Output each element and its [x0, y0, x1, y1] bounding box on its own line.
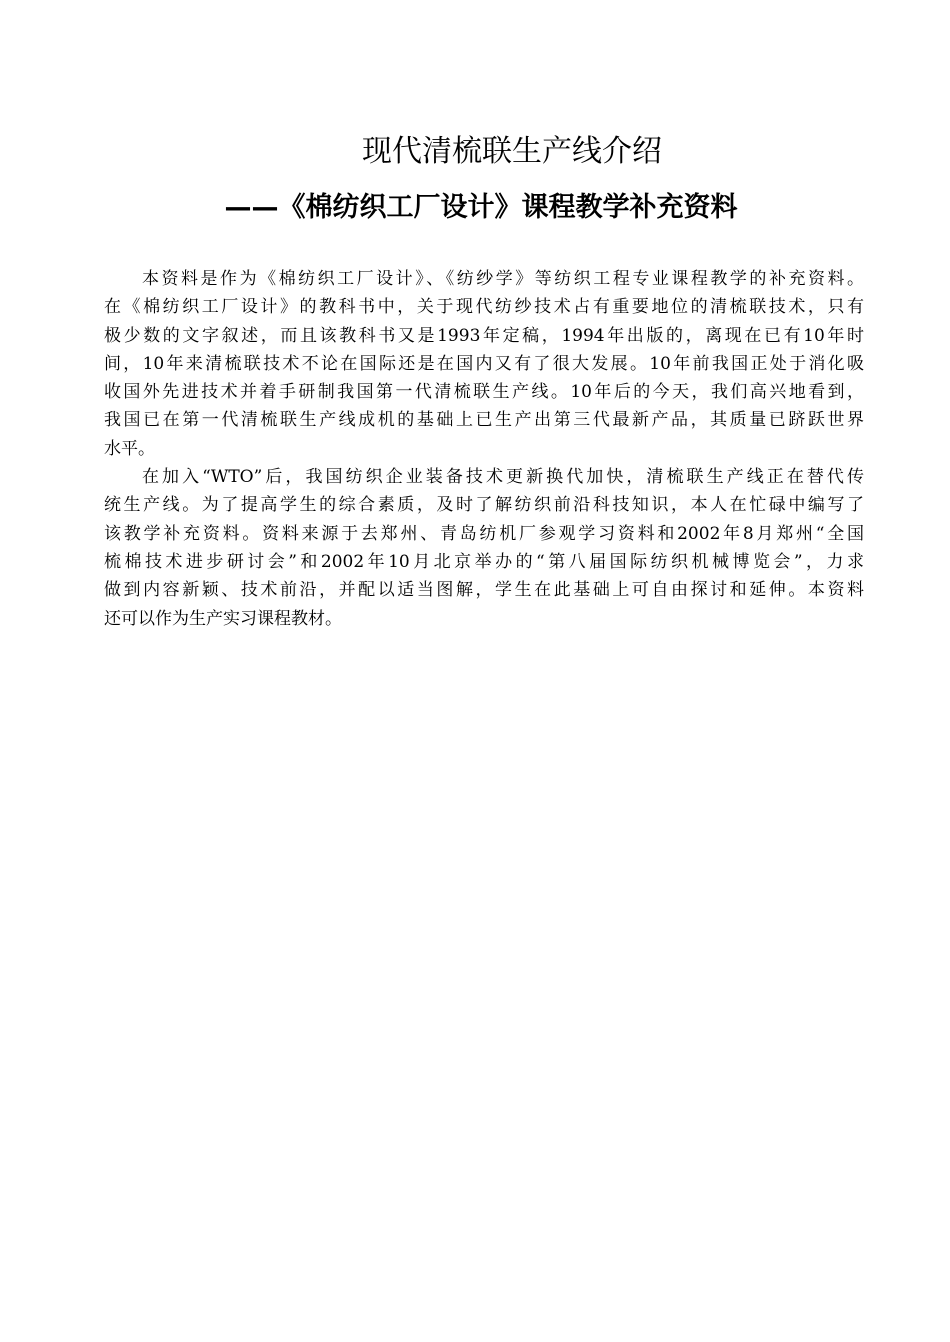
- paragraph-line: 还可以作为生产实习课程教材。: [104, 608, 342, 629]
- paragraph-line: 梳棉技术进步研讨会”和2002年10月北京举办的“第八届国际纺织机械博览会”，力求: [104, 551, 864, 572]
- paragraph-line: 在加入“WTO”后，我国纺织企业装备技术更新换代加快，清梳联生产线正在替代传: [142, 467, 864, 488]
- paragraph: [104, 265, 864, 463]
- document-subtitle: ——《棉纺织工厂设计》课程教学补充资料: [224, 192, 738, 223]
- paragraph-line: 做到内容新颖、技术前沿，并配以适当图解，学生在此基础上可自由探讨和延伸。本资料: [104, 580, 864, 601]
- paragraph-line: 在《棉纺织工厂设计》的教科书中，关于现代纺纱技术占有重要地位的清梳联技术，只有: [104, 297, 864, 318]
- paragraph-line: 该教学补充资料。资料来源于去郑州、青岛纺机厂参观学习资料和2002年8月郑州“全国: [104, 523, 864, 544]
- paragraph-line: 我国已在第一代清梳联生产线成机的基础上已生产出第三代最新产品，其质量已跻跃世界: [104, 410, 864, 431]
- paragraph: [104, 463, 864, 633]
- paragraph-line: 收国外先进技术并着手研制我国第一代清梳联生产线。10年后的今天，我们高兴地看到，: [104, 382, 864, 403]
- paragraph-line: 间，10年来清梳联技术不论在国际还是在国内又有了很大发展。10年前我国正处于消化吸: [104, 353, 864, 374]
- body-text: [104, 265, 864, 633]
- paragraph-line: 统生产线。为了提高学生的综合素质，及时了解纺织前沿科技知识，本人在忙碌中编写了: [104, 495, 864, 516]
- paragraph-line: 极少数的文字叙述，而且该教科书又是1993年定稿，1994年出版的，离现在已有10年时: [104, 325, 864, 346]
- document-title: 现代清梳联生产线介绍: [362, 134, 662, 169]
- paragraph-line: 本资料是作为《棉纺织工厂设计》、《纺纱学》等纺织工程专业课程教学的补充资料。: [142, 269, 864, 289]
- paragraph-line: 水平。: [104, 438, 155, 459]
